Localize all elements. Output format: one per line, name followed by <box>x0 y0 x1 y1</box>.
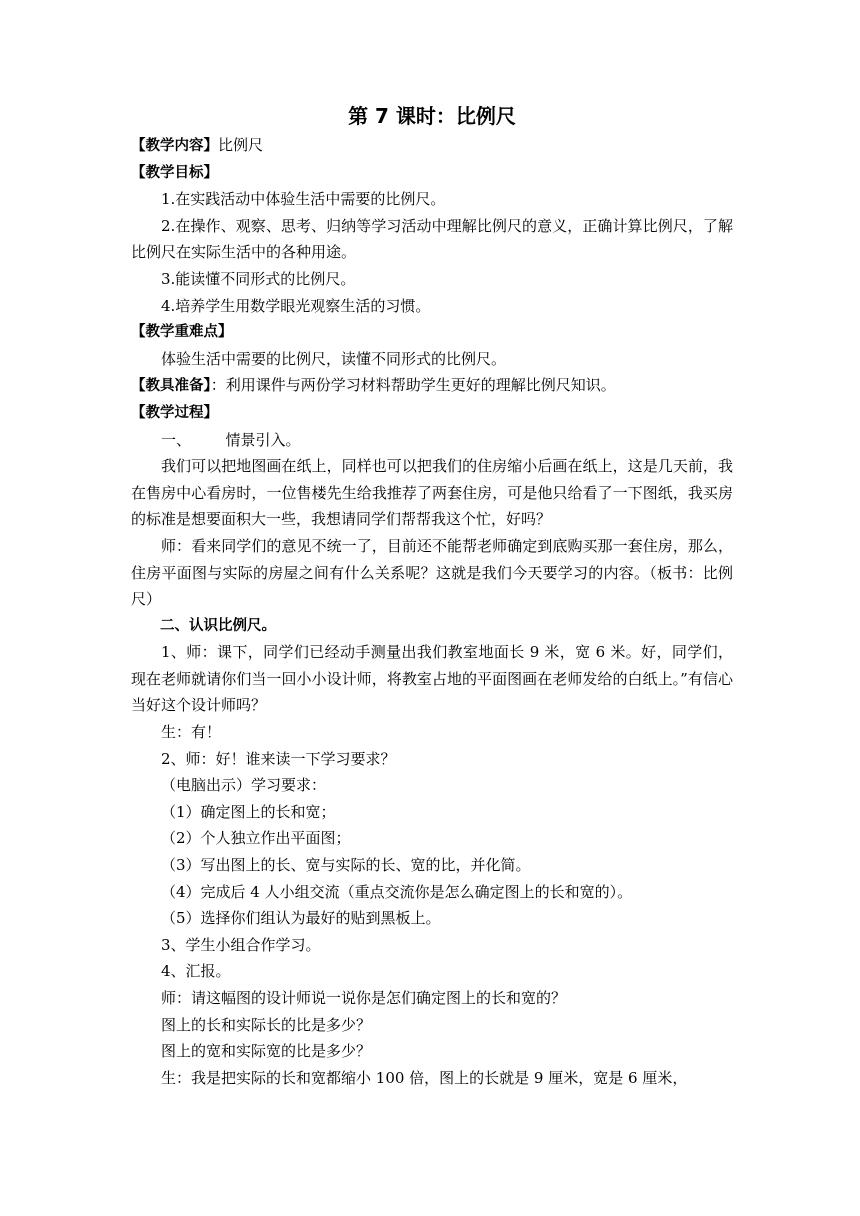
objective-item-4: 4.培养学生用数学眼光观察生活的习惯。 <box>161 296 431 315</box>
process-line-9: 3、学生小组合作学习。 <box>161 935 321 954</box>
key-points-heading: 【教学重难点】 <box>131 324 233 341</box>
teaching-content-line <box>131 132 733 160</box>
materials-label: 【教具准备】 <box>131 378 211 395</box>
objective-item-3: 3.能读懂不同形式的比例尺。 <box>161 269 356 288</box>
process-line-8: （5）选择你们组认为最好的贴到黑板上。 <box>161 909 441 928</box>
materials-text: ：利用课件与两份学习材料帮助学生更好的理解比例尺知识。 <box>210 376 616 395</box>
process-line-11: 师：请这幅图的设计师说一说你是怎们确定图上的长和宽的？ <box>161 989 567 1007</box>
process-line-6: （3）写出图上的长、宽与实际的长、宽的比，并化简。 <box>161 856 531 875</box>
process-line-3: （电脑出示）学习要求： <box>161 776 327 795</box>
key-points-text: 体验生活中需要的比例尺，读懂不同形式的比例尺。 <box>161 349 507 368</box>
materials-line <box>131 372 733 400</box>
process-heading: 【教学过程】 <box>131 404 218 421</box>
process-line-7: （4）完成后 4 人小组交流（重点交流你是怎么确定图上的长和宽的）。 <box>161 882 633 901</box>
objective-item-2: 2.在操作、观察、思考、归纳等学习活动中理解比例尺的意义，正确计算比例尺，了解比例尺在实际生活中的各种用途。 <box>131 216 733 262</box>
objective-item-1: 1.在实践活动中体验生活中需要的比例尺。 <box>161 190 446 209</box>
process-line-10: 4、汇报。 <box>161 962 231 981</box>
section-2-heading: 二、认识比例尺。 <box>160 617 276 634</box>
document-page <box>131 100 733 1091</box>
section-1-heading <box>131 427 733 454</box>
section-1-title: 情景引入。 <box>225 430 301 449</box>
process-line-1: 生：有！ <box>161 723 222 742</box>
process-line-13: 图上的宽和实际宽的比是多少？ <box>161 1042 372 1061</box>
process-paragraph-2: 师：看来同学们的意见不统一了，目前还不能帮老师确定到底购买那一套住房，那么，住房平面图与实际的房屋之间有什么关系呢？这就是我们今天要学习的内容。（板书：比例尺） <box>131 536 733 609</box>
section-1-number: 一、 <box>161 430 192 449</box>
teaching-content-label: 【教学内容】 <box>131 138 218 154</box>
objectives-heading: 【教学目标】 <box>131 164 218 181</box>
process-line-2: 2、师：好！谁来读一下学习要求？ <box>161 749 396 768</box>
process-paragraph-3: 1、师：课下，同学们已经动手测量出我们教室地面长 9 米，宽 6 米。好，同学们，现在老师就请你们当一回小小设计师，将教室占地的平面图画在老师发给的白纸上。”有信心当好这个设计师吗？ <box>131 643 733 715</box>
process-paragraph-1: 我们可以把地图画在纸上，同样也可以把我们的住房缩小后画在纸上，这是几天前，我在售房中心看房时，一位售楼先生给我推荐了两套住房，可是他只给看了一下图纸，我买房的标准是想要面积大一些，我想请同学们帮帮我这个忙，好吗？ <box>131 457 733 529</box>
process-line-5: （2）个人独立作出平面图； <box>161 829 351 848</box>
document-title: 第 7 课时：比例尺 <box>348 104 516 128</box>
process-line-14: 生：我是把实际的长和宽都缩小 100 倍，图上的长就是 9 厘米，宽是 6 厘米， <box>161 1068 688 1087</box>
teaching-content-value: 比例尺 <box>218 136 264 154</box>
process-line-12: 图上的长和实际长的比是多少？ <box>161 1015 372 1034</box>
process-line-4: （1）确定图上的长和宽； <box>161 802 336 821</box>
